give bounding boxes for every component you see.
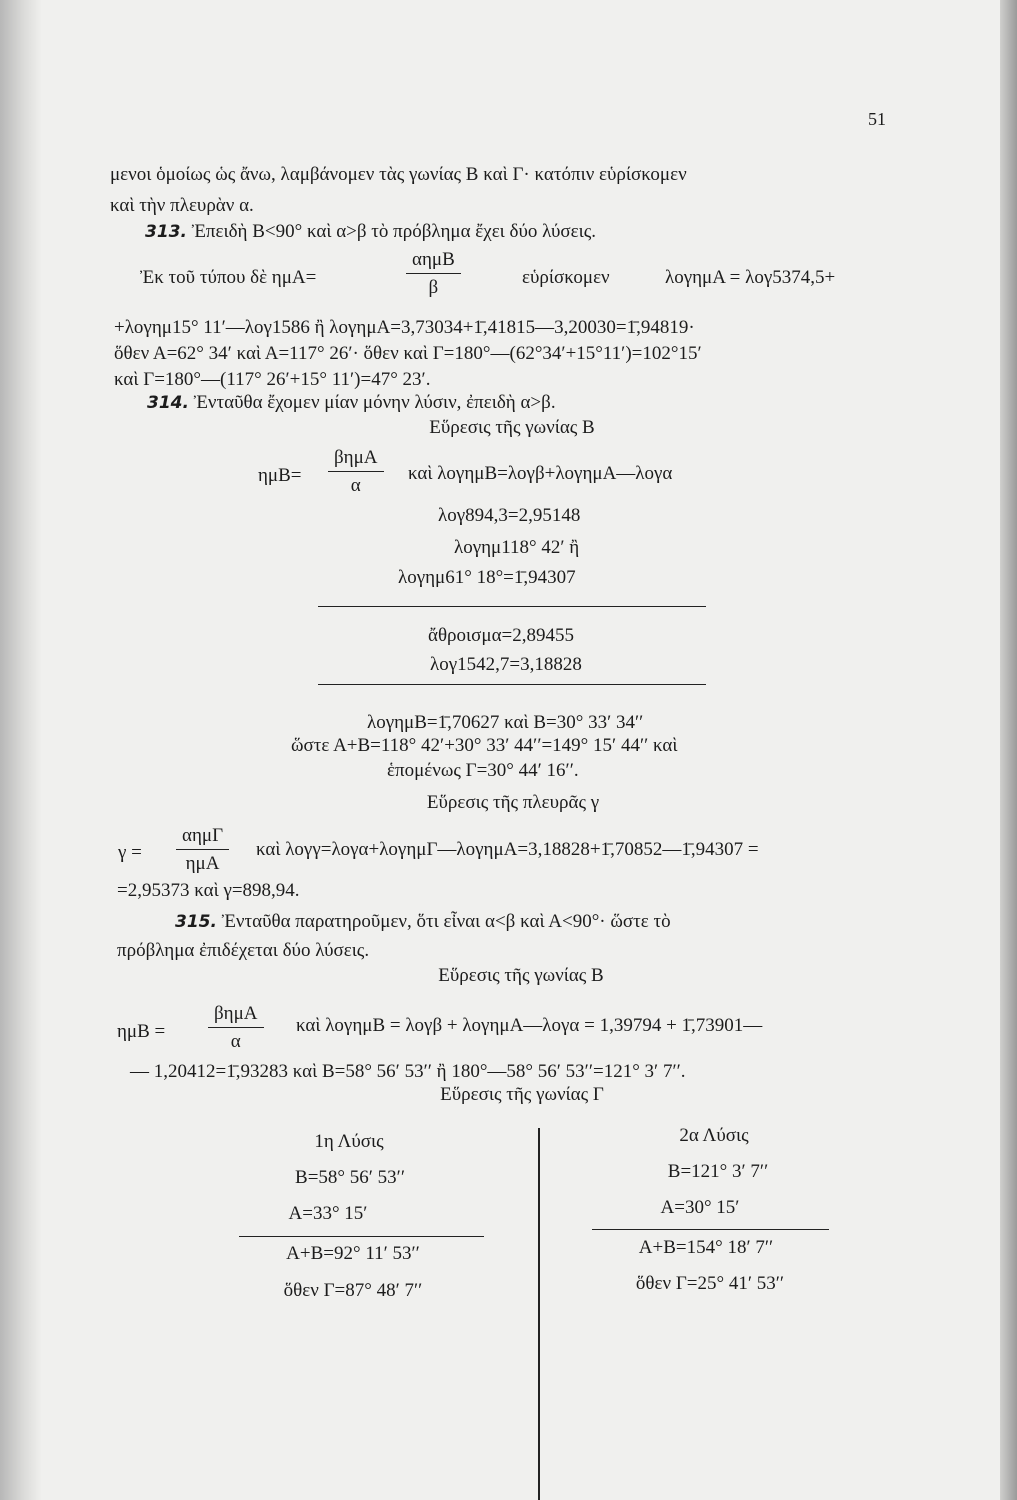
text-line: — 1,20412=1̄,93283 καὶ Β=58° 56′ 53′′ ἢ 180°—58° 56′ 53′′=121° 3′ 7′′. [130,1061,686,1082]
text-line: λογημΒ=1̄,70627 καὶ Β=30° 33′ 34′′ [367,712,644,733]
section-text: Ἐνταῦθα παρατηροῦμεν, ὅτι εἶναι α<β καὶ Α<90°· ὥστε τὸ [221,911,671,932]
divider-line [592,1229,829,1230]
calc-line: ἄθροισμα=2,89455 [428,625,574,646]
text-line: μενοι ὁμοίως ὡς ἄνω, λαμβάνομεν τὰς γωνίας Β καὶ Γ· κατόπιν εὑρίσκομεν [110,164,687,185]
fraction: βημΑ α [208,1004,264,1051]
solution-line: Α+Β=92° 11′ 53′′ [286,1243,420,1264]
calc-line: λογ894,3=2,95148 [438,505,581,526]
fraction: βημΑ α [328,448,384,495]
heading: Εὕρεσις τῆς πλευρᾶς γ [426,792,600,813]
text-line: ημΒ= [258,465,302,486]
section-315 [175,912,671,931]
text-line: πρόβλημα ἐπιδέχεται δύο λύσεις. [117,940,370,961]
text-line: καὶ λογημΒ=λογβ+λογημΑ—λογα [408,463,673,484]
text-line: ἑπομένως Γ=30° 44′ 16′′. [387,760,579,781]
heading: Εὕρεσις τῆς γωνίας Β [429,417,595,438]
text-line: καὶ λογημΒ = λογβ + λογημΑ—λογα = 1,39794 + 1̄,73901— [296,1015,763,1036]
text-line: ημΒ = [117,1021,166,1042]
solution-line: ὅθεν Γ=87° 48′ 7′′ [283,1280,423,1301]
section-number: 313. [145,222,187,242]
page-edge [1000,0,1017,1500]
section-number: 314. [147,393,189,413]
text-line: ὥστε Α+Β=118° 42′+30° 33′ 44′′=149° 15′ 44′′ καὶ [291,735,678,756]
solution-line: Β=121° 3′ 7′′ [667,1161,769,1182]
solution-line: Α=33° 15′ [288,1203,368,1224]
text-line: καὶ τὴν πλευρὰν α. [110,195,254,216]
text-line: λογημΑ = λογ5374,5+ [665,267,836,288]
text-line: Ἐκ τοῦ τύπου δὲ ημΑ= [140,267,317,288]
column-separator [538,1128,540,1500]
divider-line [318,606,706,607]
solution-line: ὅθεν Γ=25° 41′ 53′′ [635,1273,785,1294]
fraction: αημΒ β [406,250,461,297]
page-number: 51 [868,109,886,129]
text-line: +λογημ15° 11′—λογ1586 ἢ λογημΑ=3,73034+1̄,41815—3,20030=1̄,94819· [114,317,695,338]
solution-line: Α=30° 15′ [660,1197,740,1218]
calc-line: λογ1542,7=3,18828 [430,654,582,675]
section-text: Ἐνταῦθα ἔχομεν μίαν μόνην λύσιν, ἐπειδὴ α>β. [193,392,556,413]
text-line: εὑρίσκομεν [522,267,610,288]
solution-line: Α+Β=154° 18′ 7′′ [638,1237,774,1258]
section-314 [147,393,556,412]
divider-line [239,1236,484,1237]
fraction: αημΓ ημΑ [176,826,229,873]
heading: Εὕρεσις τῆς γωνίας Γ [440,1084,604,1105]
text-line: γ = [118,842,142,863]
text-line: ὅθεν Α=62° 34′ καὶ Α=117° 26′· ὅθεν καὶ Γ=180°—(62°34′+15°11′)=102°15′ [114,343,702,364]
text-line: καὶ λογγ=λογα+λογημΓ—λογημΑ=3,18828+1̄,70852—1̄,94307 = [256,839,759,860]
solution-title: 2α Λύσις [679,1125,749,1146]
solution-line: Β=58° 56′ 53′′ [295,1167,405,1188]
section-number: 315. [175,912,217,932]
section-text: Ἐπειδὴ Β<90° καὶ α>β τὸ πρόβλημα ἔχει δύο λύσεις. [191,221,597,242]
heading: Εὕρεσις τῆς γωνίας Β [438,965,604,986]
page-gutter-shadow [0,0,42,1500]
text-line: =2,95373 καὶ γ=898,94. [117,880,300,901]
solution-title: 1η Λύσις [314,1131,384,1152]
text-line: καὶ Γ=180°—(117° 26′+15° 11′)=47° 23′. [114,369,431,390]
calc-line: λογημ61° 18°=1̄,94307 [398,567,576,588]
calc-line: λογημ118° 42′ ἢ [454,537,580,558]
divider-line [318,684,706,685]
section-313 [145,222,596,241]
